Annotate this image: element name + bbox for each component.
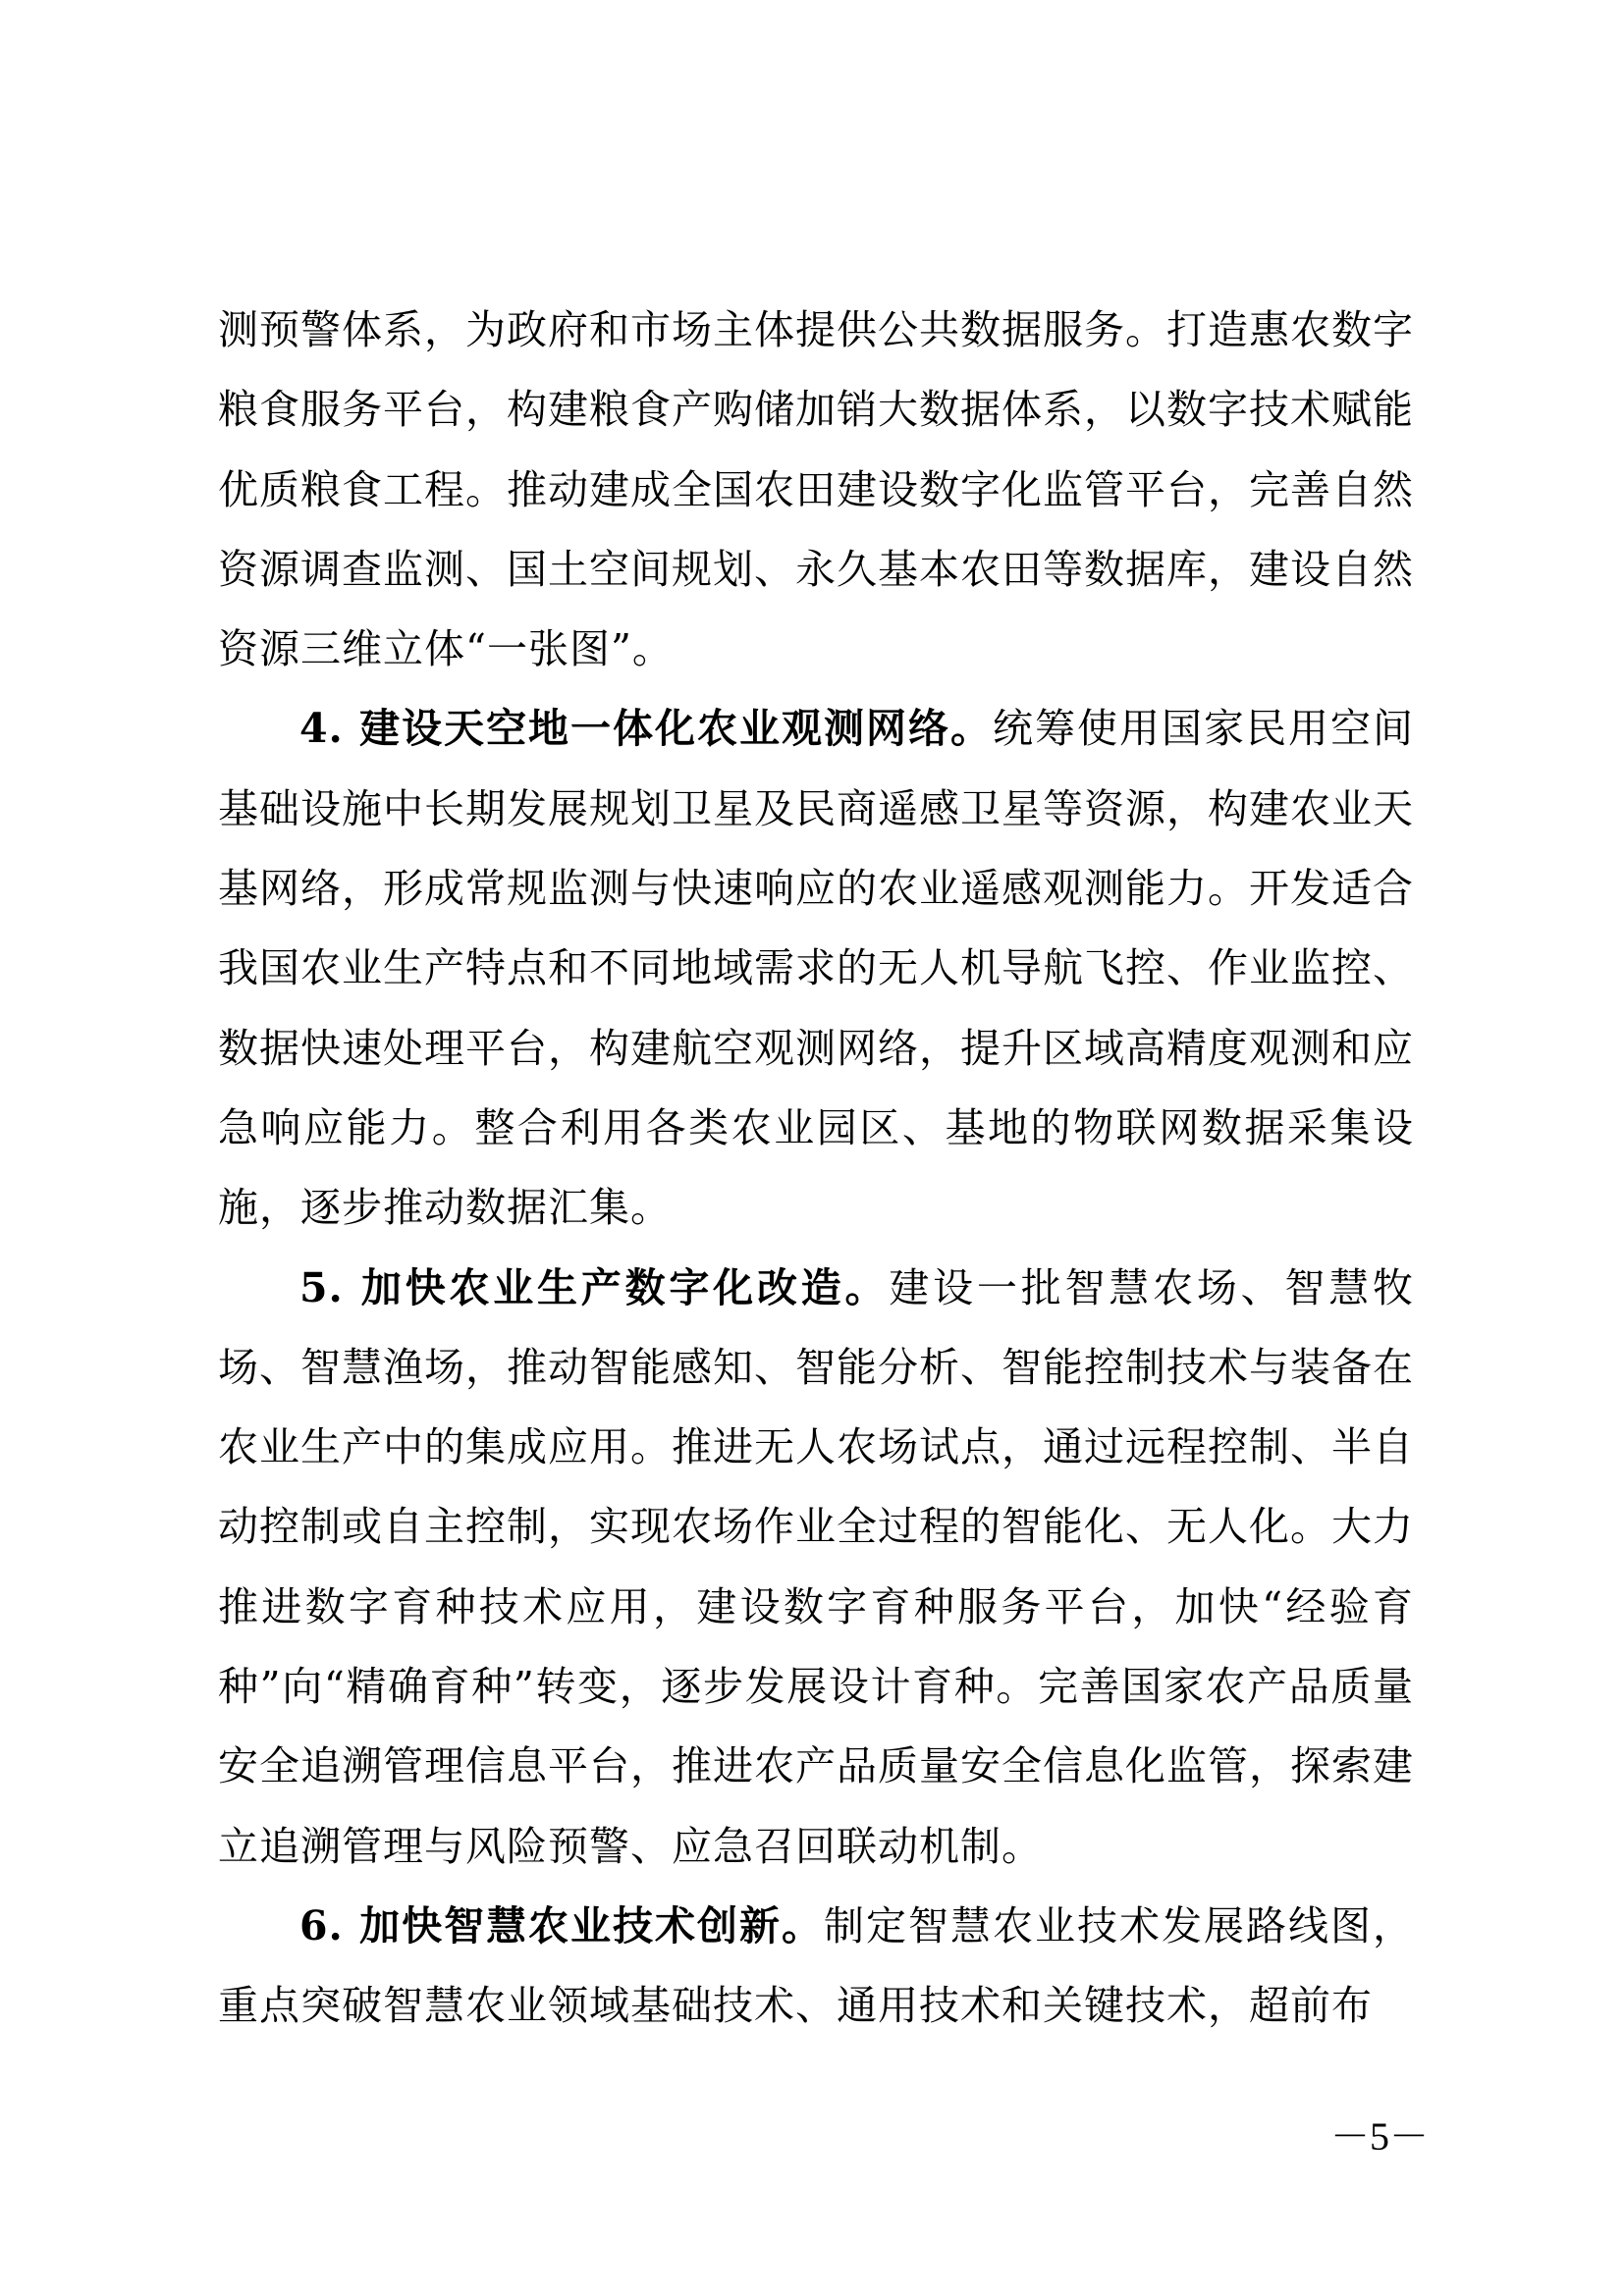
paragraph-text: 建设一批智慧农场、智慧牧场、智慧渔场，推动智能感知、智能分析、智能控制技术与装备在农业生产中的集成应用。推进无人农场试点，通过远程控制、半自动控制或自主控制，实现农场作业全过程的智能化、无人化。大力推进数字育种技术应用，建设数字育种服务平台，加快“经验育种”向“精确育种”转变，逐步发展设计育种。完善国家农产品质量安全追溯管理信息平台，推进农产品质量安全信息化监管，探索建立追溯管理与风险预警、应急召回联动机制。	[218, 1263, 1414, 1870]
paragraph-heading: 4. 建设天空地一体化农业观测网络。	[299, 705, 994, 753]
paragraph-heading: 6. 加快智慧农业技术创新。	[299, 1901, 825, 1949]
body-text	[218, 291, 1414, 2047]
page-number: －5－	[1330, 2114, 1429, 2159]
paragraph-item-4	[218, 689, 1414, 1248]
paragraph-text: 制定智慧农业技术发展路线图，重点突破智慧农业领域基础技术、通用技术和关键技术，超前布	[218, 1901, 1415, 2030]
paragraph-text: 统筹使用国家民用空间基础设施中长期发展规划卫星及民商遥感卫星等资源，构建农业天基网络，形成常规监测与快速响应的农业遥感观测能力。开发适合我国农业生产特点和不同地域需求的无人机导航飞控、作业监控、数据快速处理平台，构建航空观测网络，提升区域高精度观测和应急响应能力。整合利用各类农业园区、基地的物联网数据采集设施，逐步推动数据汇集。	[218, 705, 1415, 1232]
paragraph-item-5	[218, 1249, 1414, 1887]
paragraph-continuation	[218, 291, 1414, 689]
paragraph-text: 测预警体系，为政府和市场主体提供公共数据服务。打造惠农数字粮食服务平台，构建粮食产购储加销大数据体系，以数字技术赋能优质粮食工程。推动建成全国农田建设数字化监管平台，完善自然资源调查监测、国土空间规划、永久基本农田等数据库，建设自然资源三维立体“一张图”。	[218, 306, 1414, 673]
paragraph-item-6	[218, 1887, 1414, 2047]
paragraph-heading: 5. 加快农业生产数字化改造。	[299, 1263, 890, 1311]
